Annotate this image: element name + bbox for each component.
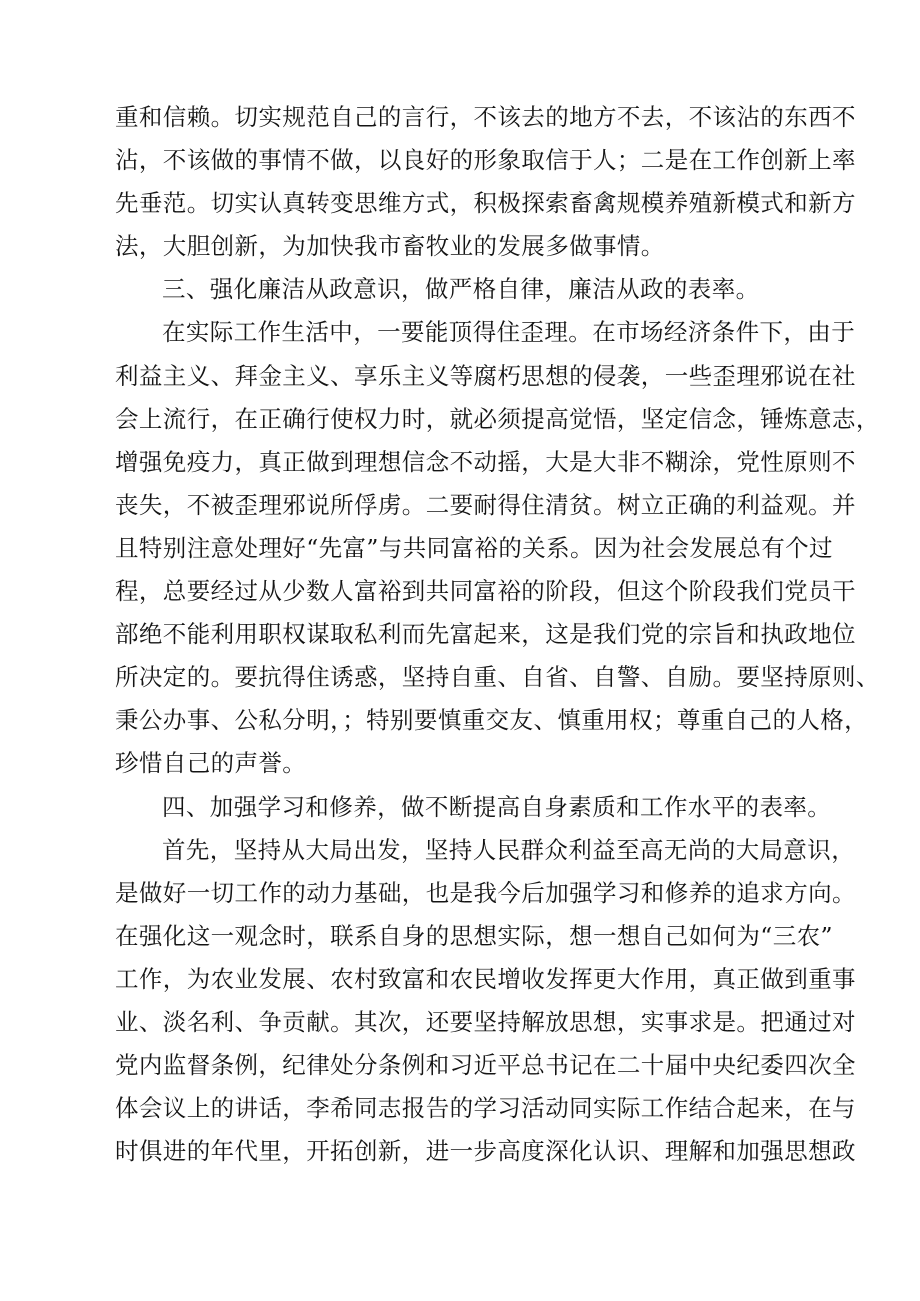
text-line: 在强化这一观念时，联系自身的思想实际，想一想自己如何为“三农” <box>115 921 833 950</box>
text-line: 所决定的。要抗得住诱惑，坚持自重、自省、自警、自励。要坚持原则、 <box>115 663 880 692</box>
text-line: 增强免疫力，真正做到理想信念不动摇，大是大非不糊涂，党性原则不 <box>115 447 856 476</box>
text-line: 部绝不能利用职权谋取私利而先富起来，这是我们党的宗旨和执政地位 <box>115 620 856 649</box>
document-body <box>115 96 880 1173</box>
text-line: 工作，为农业发展、农村致富和农民增收发挥更大作用，真正做到重事 <box>115 964 856 993</box>
text-line: 且特别注意处理好“先富”与共同富裕的关系。因为社会发展总有个过 <box>115 533 833 562</box>
text-line: 秉公办事、公私分明，；特别要慎重交友、慎重用权；尊重自己的人格， <box>115 706 869 735</box>
text-line: 业、淡名利、争贡献。其次，还要坚持解放思想，实事求是。把通过对 <box>115 1007 856 1036</box>
text-line: 利益主义、拜金主义、享乐主义等腐朽思想的侵袭，一些歪理邪说在社 <box>115 361 856 390</box>
text-line: 是做好一切工作的动力基础，也是我今后加强学习和修养的追求方向。 <box>115 878 856 907</box>
text-line: 首先，坚持从大局出发，坚持人民群众利益至高无尚的大局意识， <box>162 835 856 864</box>
text-line: 会上流行，在正确行使权力时，就必须提高觉悟，坚定信念，锤炼意志， <box>115 404 880 433</box>
section-heading-3: 三、强化廉洁从政意识，做严格自律，廉洁从政的表率。 <box>162 275 760 304</box>
text-line: 丧失，不被歪理邪说所俘虏。二要耐得住清贫。树立正确的利益观。并 <box>115 490 856 519</box>
text-line: 党内监督条例，纪律处分条例和习近平总书记在二十届中央纪委四次全 <box>115 1051 856 1080</box>
section-heading-4: 四、加强学习和修养，做不断提高自身素质和工作水平的表率。 <box>162 792 832 821</box>
text-line: 法，大胆创新，为加快我市畜牧业的发展多做事情。 <box>115 232 665 261</box>
text-line: 先垂范。切实认真转变思维方式，积极探索畜禽规模养殖新模式和新方 <box>115 189 856 218</box>
text-line: 沾，不该做的事情不做，以良好的形象取信于人；二是在工作创新上率 <box>115 146 856 175</box>
text-line: 在实际工作生活中，一要能顶得住歪理。在市场经济条件下，由于 <box>162 318 856 347</box>
text-line: 体会议上的讲话，李希同志报告的学习活动同实际工作结合起来，在与 <box>115 1094 856 1123</box>
text-line: 时俱进的年代里，开拓创新，进一步高度深化认识、理解和加强思想政 <box>115 1137 856 1166</box>
text-line: 珍惜自己的声誉。 <box>115 749 307 778</box>
text-line: 重和信赖。切实规范自己的言行，不该去的地方不去，不该沾的东西不 <box>115 103 856 131</box>
text-line: 程，总要经过从少数人富裕到共同富裕的阶段，但这个阶段我们党员干 <box>115 577 856 606</box>
